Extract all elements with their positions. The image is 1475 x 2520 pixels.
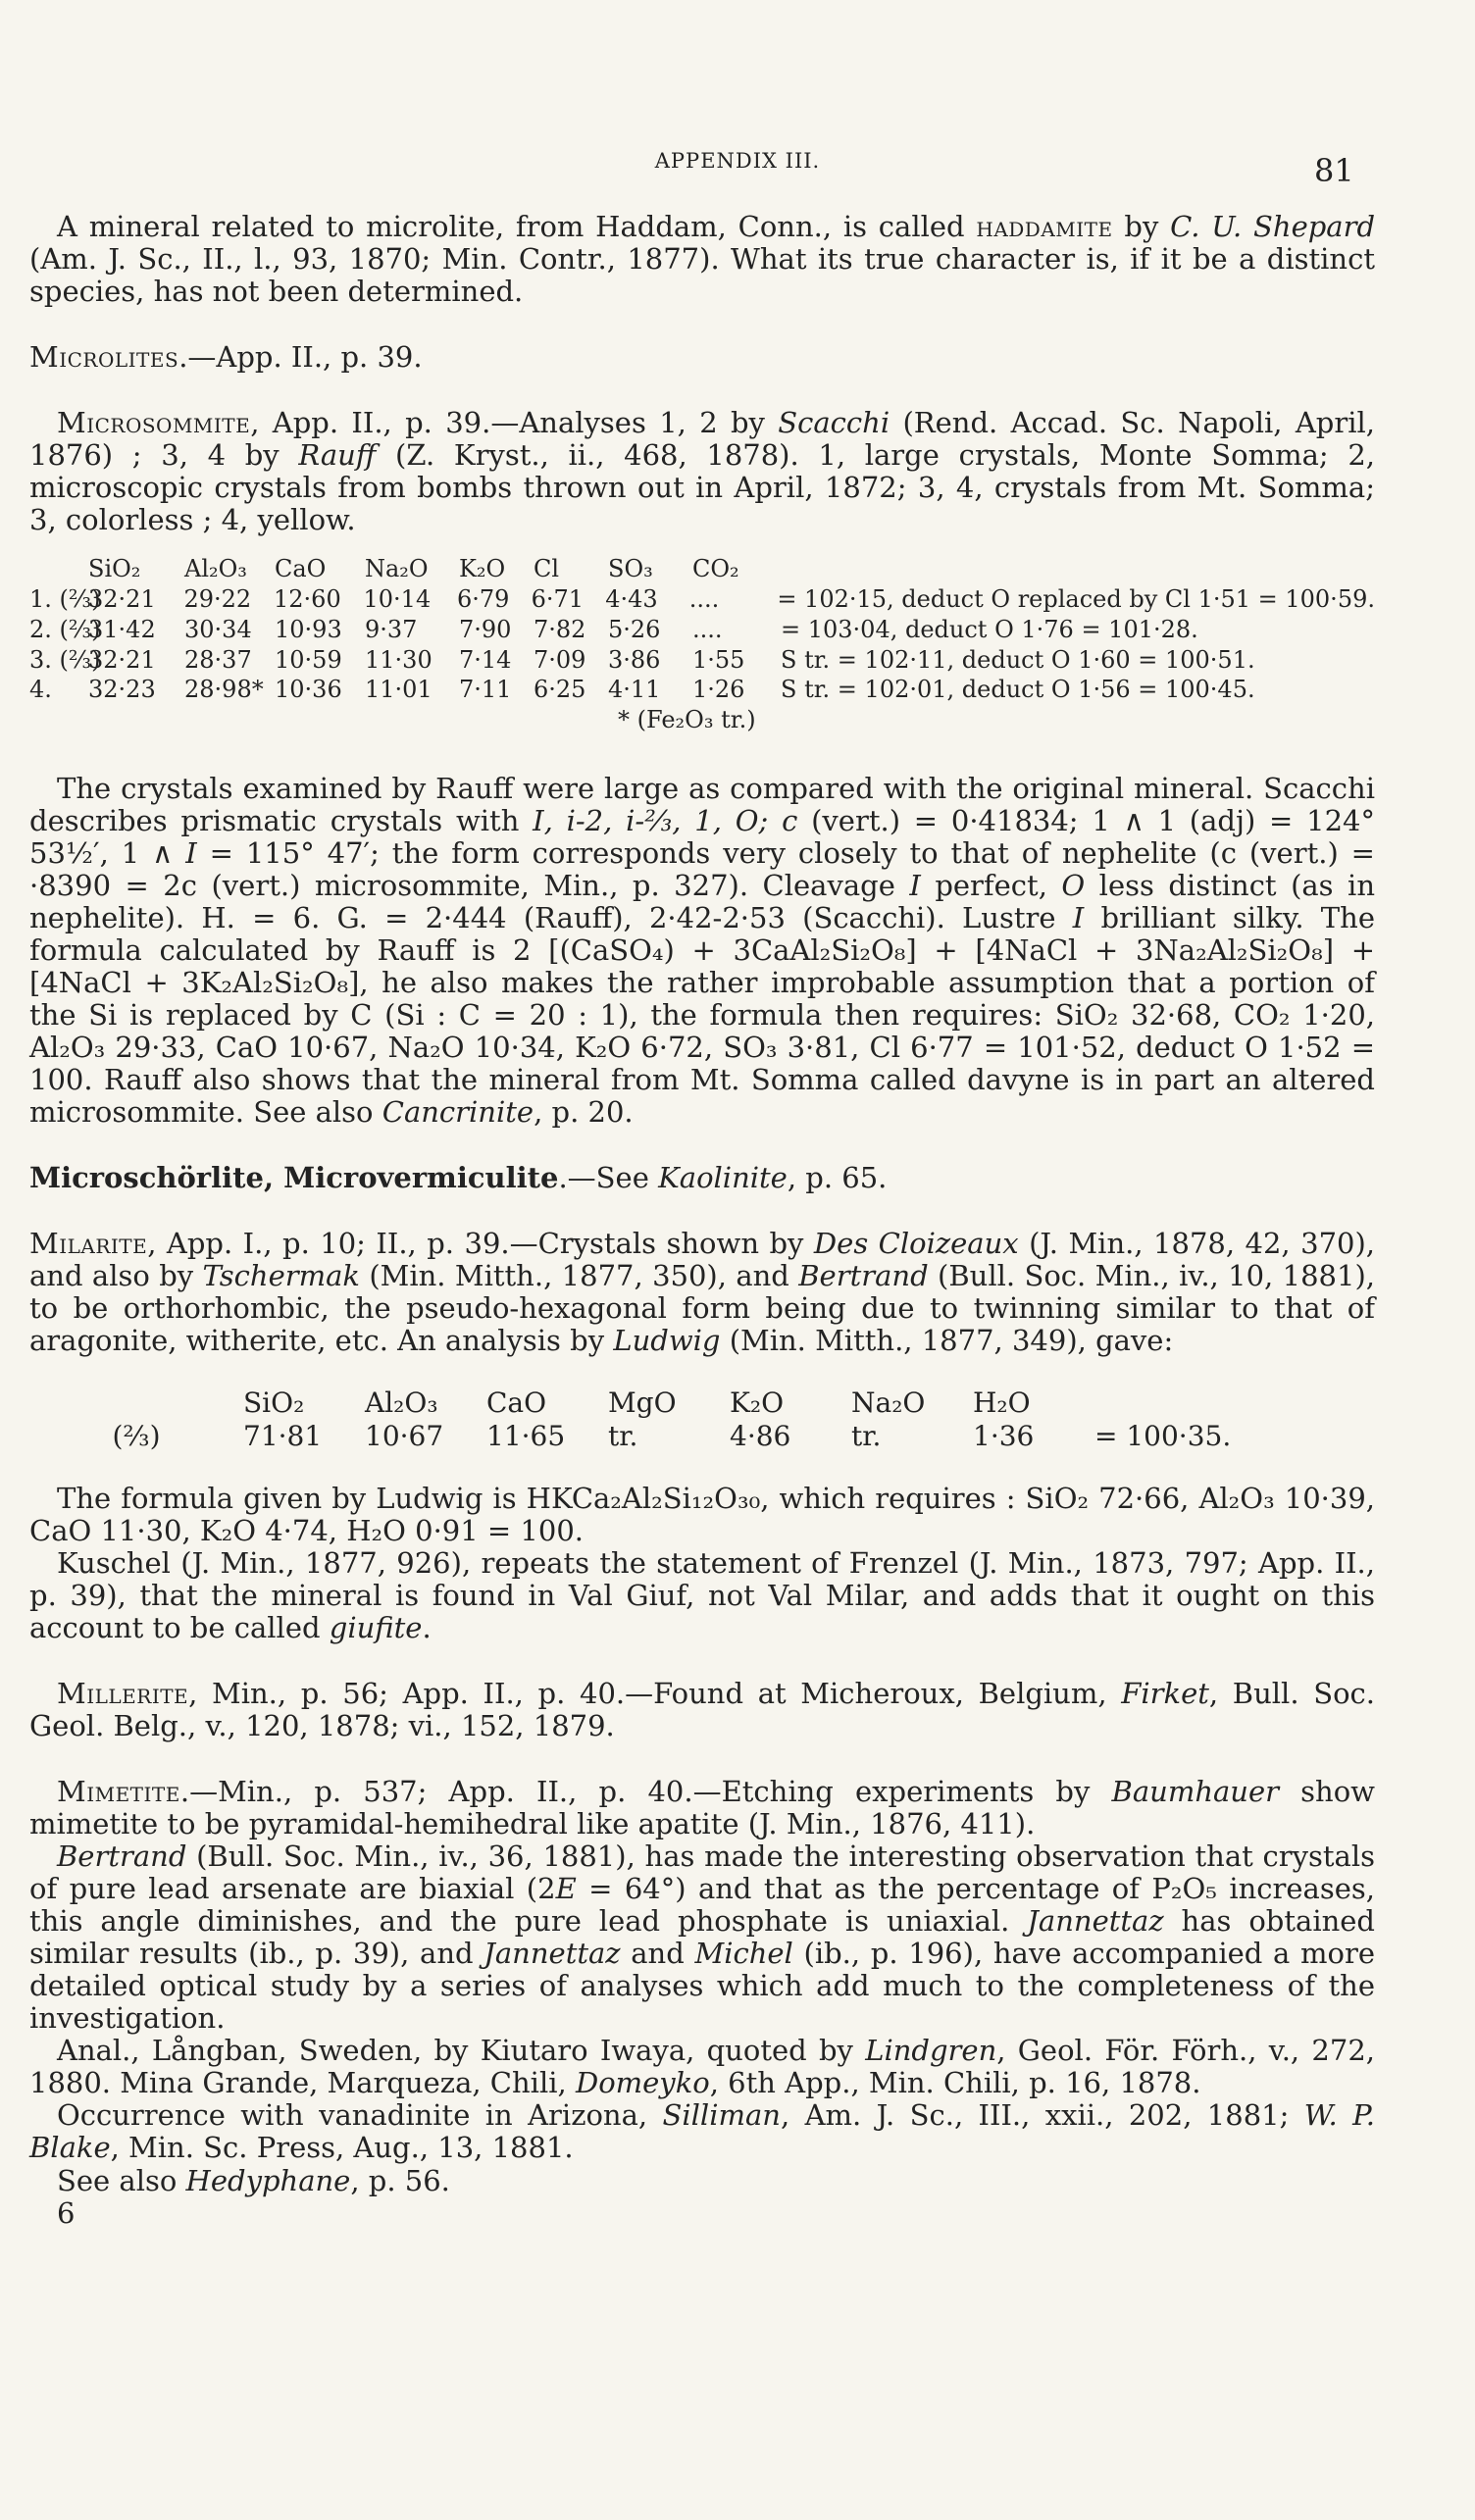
milarite-analysis-table (29, 1386, 1375, 1452)
microsommite-entry: Microsommite, App. II., p. 39.—Analyses 1, 2 by Scacchi (Rend. Accad. Sc. Napoli, April, 1876) ; 3, 4 by Rauff (Z. Kryst., ii., 468, 1878). 1, large crystals, Monte Somma; 2, microscopic crystals from bombs thrown out in April, 1872; 3, 4, crystals from Mt. Somma; 3, colorless ; 4, yellow. (29, 406, 1376, 537)
microlites-entry: Microlites.—App. II., p. 39. (29, 340, 423, 375)
mimetite-analyses: Anal., Långban, Sweden, by Kiutaro Iwaya, quoted by Lindgren, Geol. För. Förh., v., 272, 1880. Mina Grande, Marqueza, Chili, Domeyko, 6th App., Min. Chili, p. 16, 1878. (29, 2034, 1375, 2100)
table-header-row: SiO₂ Al₂O₃ CaO Na₂O K₂O Cl SO₃ CO₂ (88, 555, 739, 583)
table-row: 1. (⅔) 32·21 29·22 12·60 10·14 6·79 6·71 4·43 .... = 102·15, deduct O replaced by Cl 1·51 = 100·59. (29, 585, 1375, 614)
running-head: APPENDIX III. (654, 149, 821, 173)
page-number: 81 (1314, 152, 1354, 189)
table-row: 2. (⅔) 31·42 30·34 10·93 9·37 7·90 7·82 5·26 .... = 103·04, deduct O 1·76 = 101·28. (29, 615, 1198, 643)
table-row: 4. 32·23 28·98* 10·36 11·01 7·11 6·25 4·11 1·26 S tr. = 102·01, deduct O 1·56 = 100·45. (29, 676, 1255, 704)
mimetite-bertrand: Bertrand (Bull. Soc. Min., iv., 36, 1881), has made the interesting observation that crystals of pure lead arsenate are biaxial (2E = 64°) and that as the percentage of P₂O₅ increases, this angle diminishes, and the pure lead phosphate is uniaxial. Jannettaz has obtained similar results (ib., p. 39), and Jannettaz and Michel (ib., p. 196), have accompanied a more detailed optical study by a series of analyses which add much to the completeness of the investigation. (29, 1840, 1375, 2036)
mimetite-occurrence: Occurrence with vanadinite in Arizona, Silliman, Am. J. Sc., III., xxii., 202, 1881; W. P. Blake, Min. Sc. Press, Aug., 13, 1881. (29, 2098, 1375, 2165)
microschorlite-entry: Microschörlite, Microvermiculite.—See Kaolinite, p. 65. (29, 1161, 888, 1195)
mimetite-see-also: See also Hedyphane, p. 56. (57, 2163, 450, 2197)
haddamite-entry: A mineral related to microlite, from Haddam, Conn., is called haddamite by C. U. Shepard (Am. J. Sc., II., l., 93, 1870; Min. Contr., 1877). What its true character is, if it be a distinct species, has not been determined. (29, 210, 1376, 309)
microsommite-analysis-table (29, 554, 1375, 734)
mimetite-entry: Mimetite.—Min., p. 537; App. II., p. 40.—Etching experiments by Baumhauer show mimetite to be pyramidal-hemihedral like apatite (J. Min., 1876, 411). (29, 1774, 1376, 1840)
milarite-formula: The formula given by Ludwig is HKCa₂Al₂Si₁₂O₃₀, which requires : SiO₂ 72·66, Al₂O₃ 10·39, CaO 11·30, K₂O 4·74, H₂O 0·91 = 100. (29, 1481, 1375, 1547)
body-text (29, 211, 1375, 2230)
milarite-kuschel: Kuschel (J. Min., 1877, 926), repeats the statement of Frenzel (J. Min., 1873, 797; App. II., p. 39), that the mineral is found in Val Giuf, not Val Milar, and adds that it ought on this account to be called giufite. (29, 1545, 1375, 1644)
table-row: 3. (⅔) 32·21 28·37 10·59 11·30 7·14 7·09 3·86 1·55 S tr. = 102·11, deduct O 1·60 = 100·51. (29, 645, 1255, 674)
microsommite-description: The crystals examined by Rauff were large as compared with the original mineral. Scacchi describes prismatic crystals with I, i-2, i-⅔, 1, O; c (vert.) = 0·41834; 1 ∧ 1 (adj) = 124° 53½′, 1 ∧ I = 115° 47′; the form corresponds very closely to that of nephelite (c (vert.) = ·8390 = 2c (vert.) microsommite, Min., p. 327). Cleavage I perfect, O less distinct (as in nephelite). H. = 6. G. = 2·444 (Rauff), 2·42-2·53 (Scacchi). Lustre I brilliant silky. The formula calculated by Rauff is 2 [(CaSO₄) + 3CaAl₂Si₂O₈] + [4NaCl + 3Na₂Al₂Si₂O₈] + [4NaCl + 3K₂Al₂Si₂O₈], he also makes the rather improbable assumption that a portion of the Si is replaced by C (Si : C = 20 : 1), the formula then requires: SiO₂ 32·68, CO₂ 1·20, Al₂O₃ 29·33, CaO 10·67, Na₂O 10·34, K₂O 6·72, SO₃ 3·81, Cl 6·77 = 101·52, deduct O 1·52 = 100. Rauff also shows that the mineral from Mt. Somma called davyne is in part an altered microsommite. See also Cancrinite, p. 20. (29, 771, 1375, 1130)
table-footnote: * (Fe₂O₃ tr.) (618, 705, 756, 733)
table-header-row: SiO₂ Al₂O₃ CaO MgO K₂O Na₂O H₂O (243, 1386, 1031, 1420)
mineral-name: haddamite (976, 210, 1113, 243)
millerite-entry: Millerite, Min., p. 56; App. II., p. 40.—Found at Micheroux, Belgium, Firket, Bull. Soc. Geol. Belg., v., 120, 1878; vi., 152, 1879. (29, 1676, 1376, 1742)
signature-mark: 6 (57, 2195, 76, 2230)
milarite-entry: Milarite, App. I., p. 10; II., p. 39.—Crystals shown by Des Cloizeaux (J. Min., 1878, 42, 370), and also by Tschermak (Min. Mitth., 1877, 350), and Bertrand (Bull. Soc. Min., iv., 10, 1881), to be orthorhombic, the pseudo-hexagonal form being due to twinning similar to that of aragonite, witherite, etc. An analysis by Ludwig (Min. Mitth., 1877, 349), gave: (29, 1227, 1376, 1358)
table-row: (⅔) 71·81 10·67 11·65 tr. 4·86 tr. 1·36 = 100·35. (112, 1420, 1232, 1453)
